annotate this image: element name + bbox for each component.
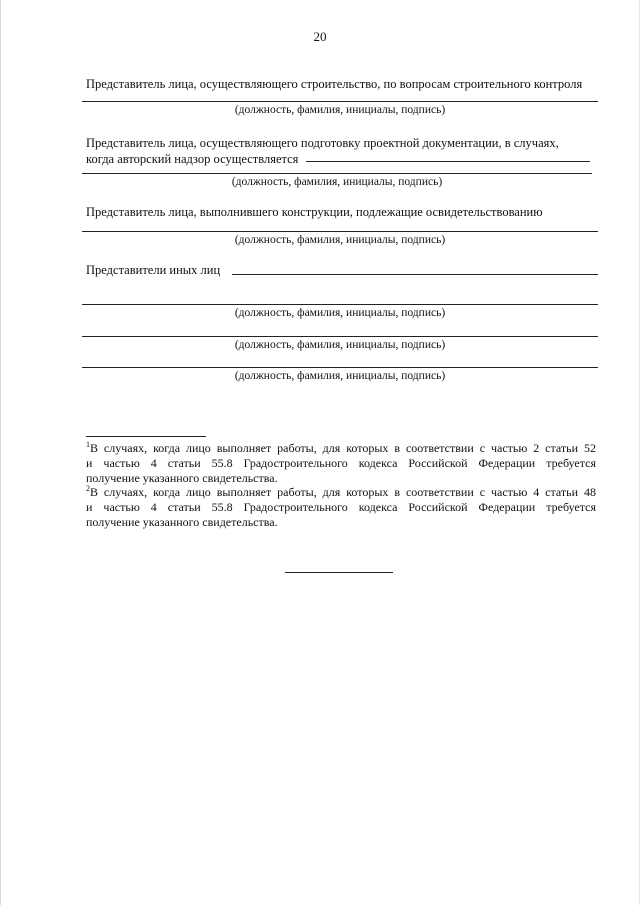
footnote-2-marker: 2 — [86, 484, 90, 493]
rep-design-label-line1: Представитель лица, осуществляющего подготовку проектной документации, в случаях, — [86, 136, 559, 150]
end-of-document-rule — [285, 572, 393, 573]
rep-others-label: Представители иных лиц — [86, 263, 221, 277]
page-number: 20 — [313, 29, 327, 44]
signature-line — [82, 336, 598, 337]
rep-structures-label: Представитель лица, выполнившего конструкции, подлежащие освидетельствованию — [86, 205, 543, 219]
footnote-1-line3: получение указанного свидетельства. — [86, 471, 278, 485]
footnote-1-text-line1: В случаях, когда лицо выполняет работы, для которых в соответствии с частью 2 статьи 52 — [90, 441, 596, 455]
signature-line — [82, 304, 598, 305]
footnote-1-marker: 1 — [86, 440, 90, 449]
signature-caption: (должность, фамилия, инициалы, подпись) — [231, 176, 443, 188]
footnote-2-text-line1: В случаях, когда лицо выполняет работы, для которых в соответствии с частью 4 статьи 48 — [90, 485, 596, 499]
footnote-separator — [86, 436, 206, 437]
signature-line — [82, 173, 592, 174]
inline-fill-line — [306, 161, 590, 162]
signature-caption: (должность, фамилия, инициалы, подпись) — [234, 104, 446, 116]
inline-fill-line — [232, 274, 598, 275]
scan-edge-left — [0, 0, 1, 905]
rep-design-label-line2: когда авторский надзор осуществляется — [86, 152, 299, 166]
signature-line — [82, 101, 598, 102]
footnote-2-line1 — [86, 485, 596, 500]
signature-line — [82, 231, 598, 232]
signature-caption: (должность, фамилия, инициалы, подпись) — [234, 370, 446, 382]
footnote-2-line2: и частью 4 статьи 55.8 Градостроительного кодекса Российской Федерации требуется — [86, 500, 596, 514]
footnote-1-line1 — [86, 441, 596, 456]
signature-line — [82, 367, 598, 368]
footnote-2-line3: получение указанного свидетельства. — [86, 515, 278, 529]
signature-caption: (должность, фамилия, инициалы, подпись) — [234, 234, 446, 246]
footnote-1-line2: и частью 4 статьи 55.8 Градостроительного кодекса Российской Федерации требуется — [86, 456, 596, 470]
signature-caption: (должность, фамилия, инициалы, подпись) — [234, 339, 446, 351]
rep-construction-control-label: Представитель лица, осуществляющего строительство, по вопросам строительного контроля — [86, 77, 583, 91]
signature-caption: (должность, фамилия, инициалы, подпись) — [234, 307, 446, 319]
